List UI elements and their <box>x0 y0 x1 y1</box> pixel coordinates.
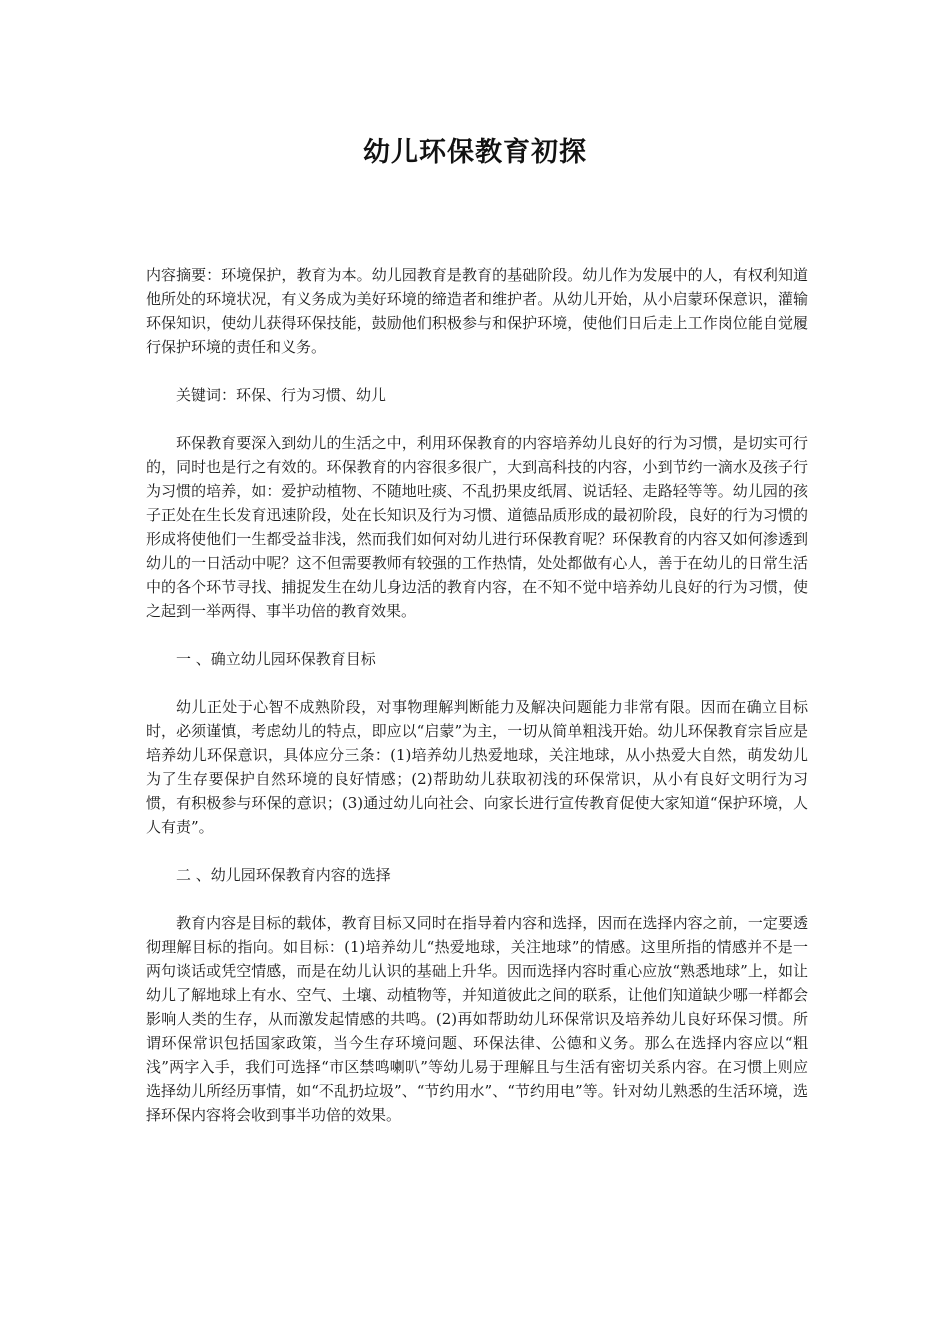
document-title: 幼儿环保教育初探 <box>363 137 587 168</box>
abstract-paragraph: 内容摘要：环境保护，教育为本。幼儿园教育是教育的基础阶段。幼儿作为发展中的人，有权利知道他所处的环境状况，有义务成为美好环境的缔造者和维护者。从幼儿开始，从小启蒙环保意识，灌输环保知识，使幼儿获得环保技能，鼓励他们积极参与和保护环境，使他们日后走上工作岗位能自觉履行保护环境的责任和义务。 <box>146 266 808 356</box>
section-1-heading: 一 、确立幼儿园环保教育目标 <box>176 650 376 668</box>
section-1-paragraph: 幼儿正处于心智不成熟阶段，对事物理解判断能力及解决问题能力非常有限。因而在确立目标时，必须谨慎，考虑幼儿的特点，即应以“启蒙”为主，一切从简单粗浅开始。幼儿环保教育宗旨应是培养幼儿环保意识，具体应分三条：(1)培养幼儿热爱地球，关注地球，从小热爱大自然，萌发幼儿为了生存要保护自然环境的良好情感；(2)帮助幼儿获取初浅的环保常识，从小有良好文明行为习惯，有积极参与环保的意识；(3)通过幼儿向社会、向家长进行宣传教育促使大家知道“保护环境，人人有责”。 <box>146 698 808 836</box>
section-2-paragraph: 教育内容是目标的载体，教育目标又同时在指导着内容和选择，因而在选择内容之前，一定要透彻理解目标的指向。如目标：(1)培养幼儿“热爱地球，关注地球”的情感。这里所指的情感并不是一两句谈话或凭空情感，而是在幼儿认识的基础上升华。因而选择内容时重心应放“熟悉地球”上，如让幼儿了解地球上有水、空气、土壤、动植物等，并知道彼此之间的联系，让他们知道缺少哪一样都会影响人类的生存，从而激发起情感的共鸣。(2)再如帮助幼儿环保常识及培养幼儿良好环保习惯。所谓环保常识包括国家政策，当今生存环境问题、环保法律、公德和义务。那么在选择内容应以“粗浅”两字入手，我们可选择“市区禁鸣喇叭”等幼儿易于理解且与生活有密切关系内容。在习惯上则应选择幼儿所经历事情，如“不乱扔垃圾”、“节约用水”、“节约用电”等。针对幼儿熟悉的生活环境，选择环保内容将会收到事半功倍的效果。 <box>146 914 808 1124</box>
document-body <box>146 263 808 1151</box>
keywords-paragraph: 关键词：环保、行为习惯、幼儿 <box>176 386 387 404</box>
intro-paragraph: 环保教育要深入到幼儿的生活之中，利用环保教育的内容培养幼儿良好的行为习惯，是切实可行的，同时也是行之有效的。环保教育的内容很多很广，大到高科技的内容，小到节约一滴水及孩子行为习惯的培养，如：爱护动植物、不随地吐痰、不乱扔果皮纸屑、说话轻、走路轻等等。幼儿园的孩子正处在生长发育迅速阶段，处在长知识及行为习惯、道德品质形成的最初阶段，良好的行为习惯的形成将使他们一生都受益非浅，然而我们如何对幼儿进行环保教育呢？环保教育的内容又如何渗透到幼儿的一日活动中呢？这不但需要教师有较强的工作热情，处处都做有心人，善于在幼儿的日常生活中的各个环节寻找、捕捉发生在幼儿身边活的教育内容，在不知不觉中培养幼儿良好的行为习惯，使之起到一举两得、事半功倍的教育效果。 <box>146 434 808 620</box>
section-2-heading: 二 、幼儿园环保教育内容的选择 <box>176 866 391 884</box>
